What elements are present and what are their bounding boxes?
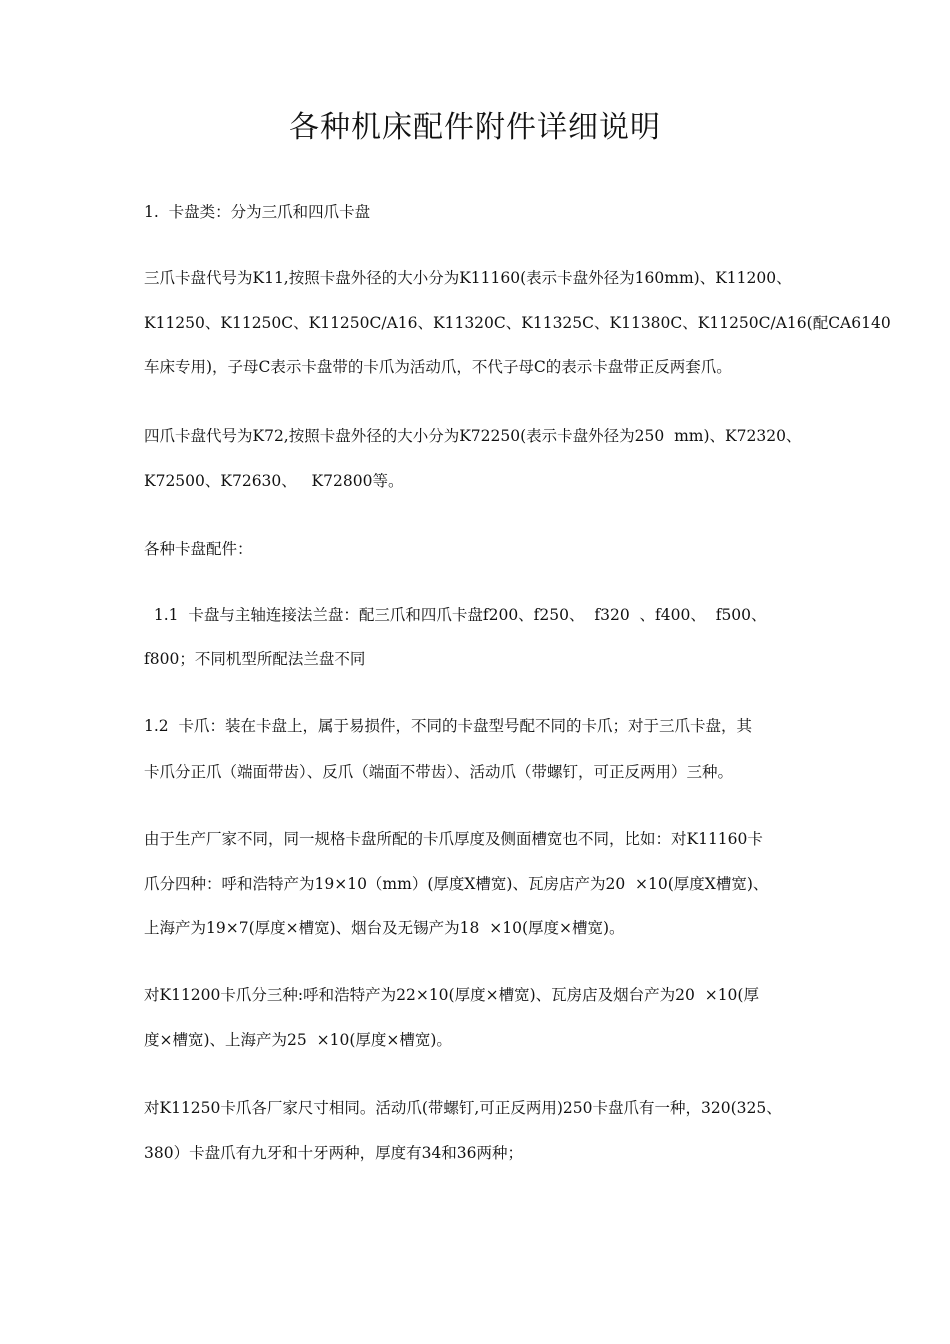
section-heading-chucks: 1. 卡盘类：分为三爪和四爪卡盘: [144, 203, 371, 221]
subheading-chuck-accessories: 各种卡盘配件：: [144, 540, 253, 558]
paragraph-line: 380）卡盘爪有九牙和十牙两种，厚度有34和36两种；: [144, 1144, 524, 1162]
paragraph-line: 1.2 卡爪：装在卡盘上，属于易损件，不同的卡盘型号配不同的卡爪；对于三爪卡盘，其: [144, 717, 753, 735]
paragraph-line: 1.1 卡盘与主轴连接法兰盘：配三爪和四爪卡盘f200、f250、 f320 、f400、 f500、: [144, 606, 767, 624]
paragraph-line: 对K11200卡爪分三种:呼和浩特产为22×10(厚度×槽宽)、瓦房店及烟台产为20 ×10(厚: [144, 986, 759, 1004]
paragraph-line: 车床专用)，子母C表示卡盘带的卡爪为活动爪，不代子母C的表示卡盘带正反两套爪。: [144, 358, 732, 376]
paragraph-line: 度×槽宽)、上海产为25 ×10(厚度×槽宽)。: [144, 1031, 452, 1049]
paragraph-line: 对K11250卡爪各厂家尺寸相同。活动爪(带螺钉,可正反两用)250卡盘爪有一种，320(325、: [144, 1099, 782, 1117]
paragraph-line: 三爪卡盘代号为K11,按照卡盘外径的大小分为K11160(表示卡盘外径为160mm)、K11200、: [144, 269, 792, 287]
paragraph-line: 卡爪分正爪（端面带齿）、反爪（端面不带齿）、活动爪（带螺钉，可正反两用）三种。: [144, 763, 734, 781]
paragraph-line: K11250、K11250C、K11250C/A16、K11320C、K11325C、K11380C、K11250C/A16(配CA6140: [144, 314, 891, 332]
document-title: 各种机床配件附件详细说明: [289, 110, 661, 145]
paragraph-line: f800；不同机型所配法兰盘不同: [144, 650, 366, 668]
paragraph-line: 由于生产厂家不同，同一规格卡盘所配的卡爪厚度及侧面槽宽也不同，比如：对K11160卡: [144, 830, 763, 848]
paragraph-line: 爪分四种：呼和浩特产为19×10（mm）(厚度X槽宽)、瓦房店产为20 ×10(厚度X槽宽)、: [144, 875, 769, 893]
paragraph-line: 四爪卡盘代号为K72,按照卡盘外径的大小分为K72250(表示卡盘外径为250 mm)、K72320、: [144, 427, 802, 445]
paragraph-line: K72500、K72630、 K72800等。: [144, 472, 404, 490]
paragraph-line: 上海产为19×7(厚度×槽宽)、烟台及无锡产为18 ×10(厚度×槽宽)。: [144, 919, 625, 937]
